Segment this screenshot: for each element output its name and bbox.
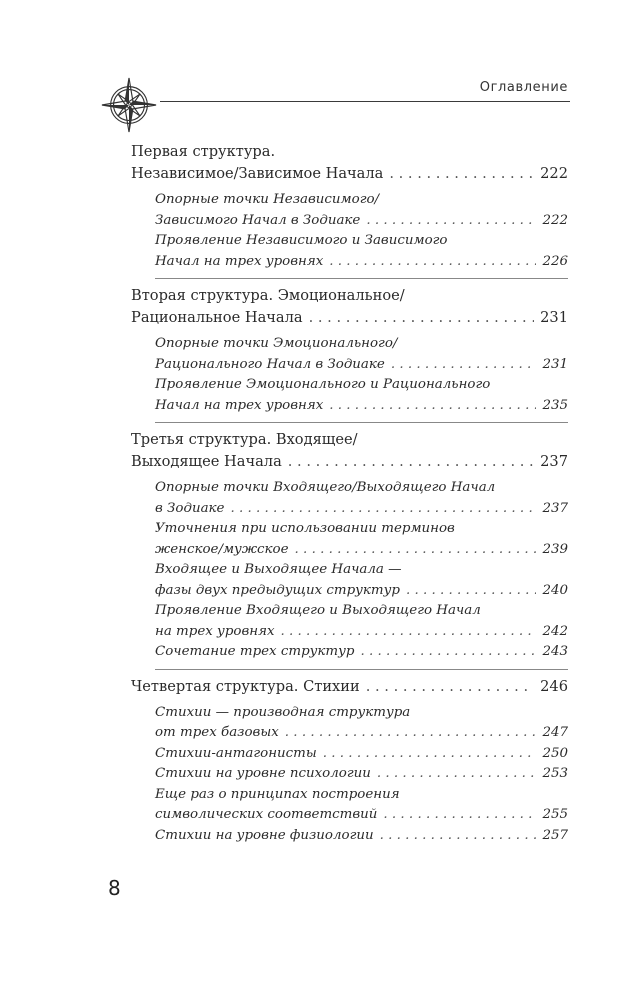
- section-divider: [155, 669, 568, 670]
- toc-page-number: 222: [540, 165, 568, 182]
- toc-section: [131, 141, 568, 185]
- toc-subsection-title: в Зодиаке: [155, 500, 225, 516]
- toc-page-number: 237: [540, 453, 568, 470]
- toc-subsection-title: Проявление Независимого и Зависимого: [155, 233, 448, 248]
- toc-subsection-line: [155, 478, 568, 499]
- toc-subsection: [155, 785, 568, 826]
- toc-subsection-title: Стихии на уровне физиологии: [155, 827, 374, 843]
- toc-page-number: 255: [542, 807, 568, 822]
- compass-rose-icon: [100, 76, 158, 134]
- toc-subsection: [155, 744, 568, 765]
- dot-leader: [288, 451, 534, 473]
- toc-subsection-title: Опорные точки Входящего/Выходящего Начал: [155, 480, 496, 495]
- dot-leader: [377, 764, 537, 785]
- toc-subsection-line: [155, 785, 568, 806]
- toc-subsection-line: [155, 396, 568, 417]
- toc-section: [131, 676, 568, 698]
- toc-section-title: Третья структура. Входящее/: [131, 431, 358, 448]
- toc-subsection-title: Проявление Эмоционального и Рационального: [155, 377, 491, 392]
- toc-subsection-title: Опорные точки Эмоционального/: [155, 336, 398, 351]
- toc-subsection-line: [155, 231, 568, 252]
- toc-subsection-line: [155, 499, 568, 520]
- toc-page-number: 222: [542, 212, 568, 228]
- toc-subsection-title: символических соответствий: [155, 807, 378, 822]
- toc-page-number: 235: [542, 397, 568, 413]
- toc-page-number: 239: [542, 541, 568, 557]
- toc-page-number: 231: [542, 356, 568, 372]
- dot-leader: [323, 744, 537, 765]
- page-number: 8: [108, 876, 121, 900]
- toc-page-number: 231: [540, 309, 568, 326]
- toc-section-title: Независимое/Зависимое Начала: [131, 165, 384, 182]
- dot-leader: [230, 499, 536, 520]
- page-header: [100, 70, 570, 130]
- dot-leader: [380, 826, 537, 847]
- toc-section-title-line: [131, 429, 568, 451]
- toc-subsection: [155, 703, 568, 744]
- toc-subsection-title: Уточнения при использовании терминов: [155, 521, 455, 536]
- toc-subsection-title: Проявление Входящего и Выходящего Начал: [155, 603, 481, 618]
- toc-subsection-title: фазы двух предыдущих структур: [155, 582, 400, 598]
- toc-subsection: [155, 601, 568, 642]
- toc-section-title-line: [131, 676, 568, 698]
- toc-subsection: [155, 826, 568, 847]
- toc-section-title-line: [131, 307, 568, 329]
- dot-leader: [406, 581, 536, 602]
- toc-subsection-title: Входящее и Выходящее Начала —: [155, 562, 402, 577]
- dot-leader: [383, 805, 536, 826]
- toc-section-title: Четвертая структура. Стихии: [131, 677, 360, 695]
- toc-subsection-title: Стихии-антагонисты: [155, 745, 317, 761]
- toc-subsection-title: Рационального Начал в Зодиаке: [155, 356, 385, 372]
- toc-page-number: 237: [542, 500, 568, 516]
- toc-subsection: [155, 560, 568, 601]
- toc-subsection-line: [155, 744, 568, 765]
- toc-subsection-line: [155, 334, 568, 355]
- dot-leader: [360, 642, 536, 663]
- dot-leader: [281, 622, 537, 643]
- toc-subsection-line: [155, 519, 568, 540]
- toc-section-title: Первая структура.: [131, 143, 276, 160]
- toc-section-title-line: [131, 285, 568, 307]
- table-of-contents: [131, 141, 568, 846]
- toc-subsection: [155, 478, 568, 519]
- dot-leader: [285, 723, 537, 744]
- toc-subsection-line: [155, 622, 568, 643]
- toc-section-title: Выходящее Начала: [131, 453, 282, 470]
- toc-subsection: [155, 764, 568, 785]
- toc-page-number: 246: [540, 677, 568, 695]
- toc-page-number: 242: [542, 623, 568, 639]
- toc-subsection-line: [155, 375, 568, 396]
- dot-leader: [391, 355, 537, 376]
- dot-leader: [329, 396, 536, 417]
- toc-subsection-line: [155, 211, 568, 232]
- toc-subsection-line: [155, 252, 568, 273]
- toc-subsection-line: [155, 723, 568, 744]
- toc-subsection-line: [155, 642, 568, 663]
- dot-leader: [309, 307, 535, 329]
- toc-subsection: [155, 334, 568, 375]
- toc-subsection-title: Сочетание трех структур: [155, 644, 355, 659]
- toc-subsection-title: на трех уровнях: [155, 623, 275, 639]
- toc-subsection-line: [155, 190, 568, 211]
- toc-section-title-line: [131, 163, 568, 185]
- toc-subsection-title: женское/мужское: [155, 541, 289, 557]
- toc-page-number: 240: [542, 582, 568, 598]
- toc-subsection-line: [155, 826, 568, 847]
- toc-section-title: Вторая структура. Эмоциональное/: [131, 287, 405, 304]
- toc-section-title-line: [131, 451, 568, 473]
- toc-page-number: 250: [542, 745, 568, 761]
- dot-leader: [295, 540, 537, 561]
- toc-page-number: 253: [542, 766, 568, 781]
- toc-subsection: [155, 190, 568, 231]
- toc-section: [131, 429, 568, 473]
- toc-subsection: [155, 375, 568, 416]
- toc-subsection-title: от трех базовых: [155, 725, 279, 740]
- toc-page-number: 257: [542, 827, 568, 843]
- toc-subsection-title: Зависимого Начал в Зодиаке: [155, 212, 361, 228]
- toc-subsection-line: [155, 601, 568, 622]
- dot-leader: [329, 252, 536, 273]
- toc-subsection: [155, 231, 568, 272]
- toc-page-number: 247: [542, 725, 568, 740]
- toc-subsection-line: [155, 355, 568, 376]
- toc-page-number: 226: [542, 253, 568, 269]
- toc-subsection-line: [155, 581, 568, 602]
- toc-subsection-line: [155, 764, 568, 785]
- toc-subsection-title: Еще раз о принципах построения: [155, 786, 400, 802]
- dot-leader: [366, 211, 536, 232]
- toc-subsection-line: [155, 540, 568, 561]
- toc-section: [131, 285, 568, 329]
- header-rule: [160, 101, 570, 102]
- toc-page-number: 243: [542, 644, 568, 659]
- toc-subsection-title: Начал на трех уровнях: [155, 253, 324, 269]
- toc-subsection-line: [155, 560, 568, 581]
- section-divider: [155, 422, 568, 423]
- toc-subsection-line: [155, 703, 568, 724]
- toc-subsection-line: [155, 805, 568, 826]
- toc-subsection-title: Стихии на уровне психологии: [155, 766, 371, 781]
- toc-section-title-line: [131, 141, 568, 163]
- running-head: Оглавление: [479, 80, 568, 95]
- dot-leader: [389, 163, 534, 185]
- dot-leader: [366, 676, 534, 698]
- toc-subsection-title: Стихии — производная структура: [155, 704, 411, 720]
- toc-subsection: [155, 642, 568, 663]
- toc-subsection-title: Начал на трех уровнях: [155, 397, 324, 413]
- toc-subsection-title: Опорные точки Независимого/: [155, 192, 380, 207]
- toc-subsection: [155, 519, 568, 560]
- toc-section-title: Рациональное Начала: [131, 309, 303, 326]
- section-divider: [155, 278, 568, 279]
